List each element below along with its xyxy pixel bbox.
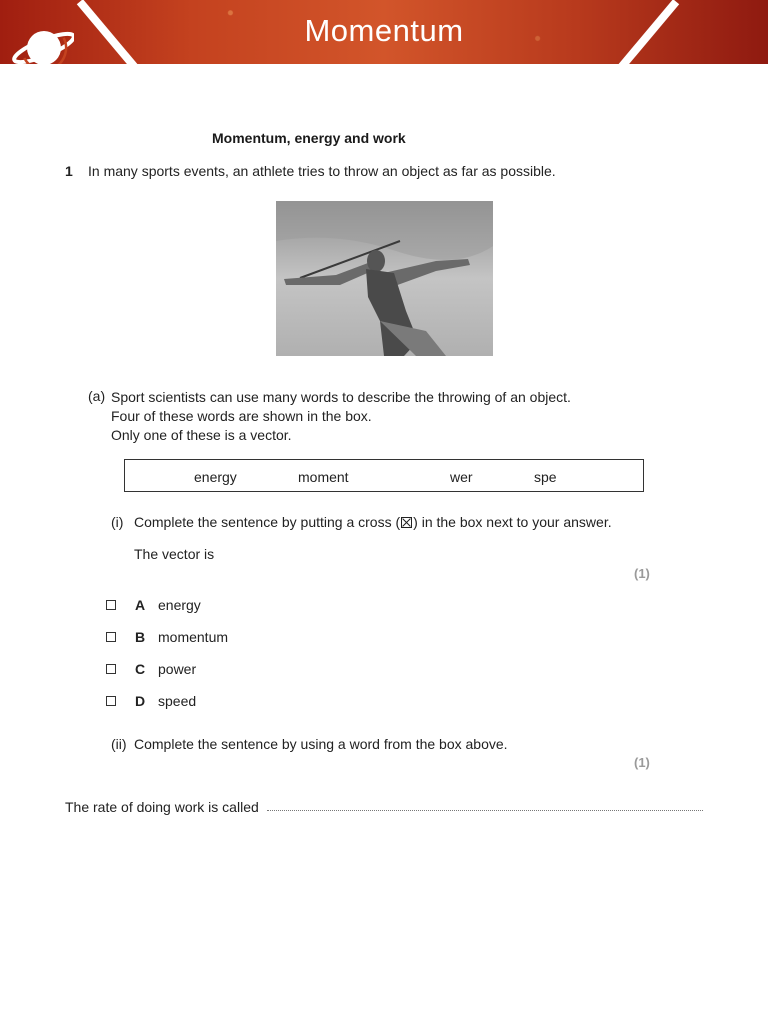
option-b-text: momentum bbox=[158, 629, 229, 645]
option-c-text: power bbox=[158, 661, 197, 677]
section-title: Momentum, energy and work bbox=[212, 130, 406, 146]
part-i-instruction bbox=[134, 514, 612, 530]
part-i-marks: (1) bbox=[634, 566, 650, 581]
part-a-line: Sport scientists can use many words to describe the throwing of an object. bbox=[111, 389, 571, 405]
option-d-text: speed bbox=[158, 693, 197, 709]
option-c-checkbox[interactable] bbox=[106, 664, 116, 674]
part-a-text bbox=[111, 388, 571, 445]
box-word: wer bbox=[450, 469, 473, 485]
part-i-stem: The vector is bbox=[134, 546, 215, 562]
option-c-letter: C bbox=[135, 661, 146, 677]
javelin-athlete-photo bbox=[276, 201, 493, 356]
question-number: 1 bbox=[65, 163, 73, 179]
option-a-checkbox[interactable] bbox=[106, 600, 116, 610]
question-text: In many sports events, an athlete tries to throw an object as far as possible. bbox=[88, 163, 556, 179]
part-a-label: (a) bbox=[88, 388, 106, 404]
page-title: Momentum bbox=[304, 13, 464, 48]
option-d-checkbox[interactable] bbox=[106, 696, 116, 706]
box-word: energy bbox=[194, 469, 237, 485]
part-ii-marks: (1) bbox=[634, 755, 650, 770]
part-ii-instruction: Complete the sentence by using a word from the box above. bbox=[134, 736, 508, 752]
part-i-label: (i) bbox=[111, 514, 124, 530]
header-banner bbox=[0, 0, 768, 64]
option-a-letter: A bbox=[135, 597, 146, 613]
crossed-box-icon bbox=[401, 517, 412, 528]
part-ii-stem: The rate of doing work is called bbox=[65, 799, 259, 815]
box-word: spe bbox=[534, 469, 557, 485]
part-i-text-after: ) in the box next to your answer. bbox=[413, 514, 612, 530]
part-a-line: Four of these words are shown in the box. bbox=[111, 408, 372, 424]
part-i-text-before: Complete the sentence by putting a cross ( bbox=[134, 514, 401, 530]
option-d-letter: D bbox=[135, 693, 146, 709]
part-a-line: Only one of these is a vector. bbox=[111, 427, 292, 443]
word-box bbox=[124, 459, 644, 492]
option-b-letter: B bbox=[135, 629, 146, 645]
answer-line[interactable] bbox=[267, 810, 703, 811]
box-word: moment bbox=[298, 469, 349, 485]
option-b-checkbox[interactable] bbox=[106, 632, 116, 642]
part-ii-label: (ii) bbox=[111, 736, 127, 752]
option-a-text: energy bbox=[158, 597, 201, 613]
